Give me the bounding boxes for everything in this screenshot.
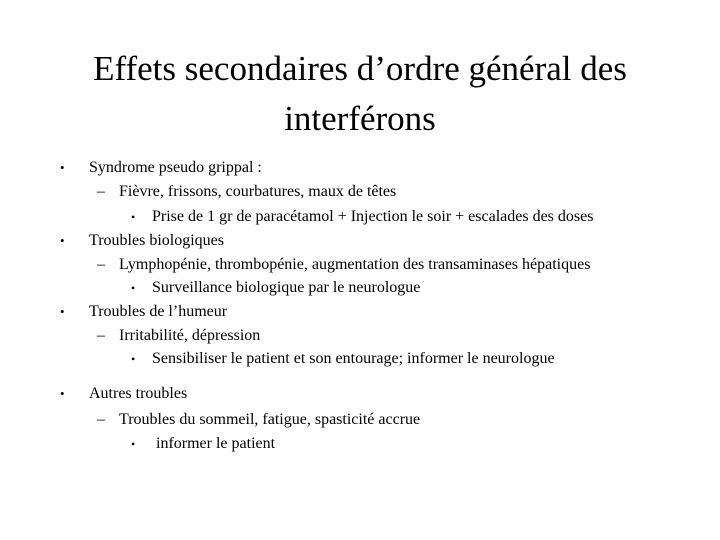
detail-text: informer le patient	[152, 435, 276, 452]
subitem-text: Lymphopénie, thrombopénie, augmentation des transaminases hépatiques	[119, 256, 591, 273]
section-subitem	[97, 182, 396, 202]
subitem-text: Fièvre, frissons, courbatures, maux de têtes	[119, 183, 397, 200]
bullet-icon: •	[60, 304, 65, 319]
detail-text: Prise de 1 gr de paracétamol + Injection le soir + escalades des doses	[152, 208, 594, 225]
bullet-icon: •	[131, 352, 136, 366]
section-detail	[131, 434, 275, 454]
section-heading: Syndrome pseudo grippal :	[89, 159, 262, 176]
bullet-icon: •	[60, 160, 65, 175]
detail-text: Sensibiliser le patient et son entourage; informer le neurologue	[152, 350, 555, 367]
dash-icon: –	[97, 327, 105, 344]
slide-title-line-1: Effets secondaires d’ordre général des	[93, 49, 627, 88]
dash-icon: –	[97, 411, 105, 428]
dash-icon: –	[97, 183, 105, 200]
section-subitem	[97, 326, 260, 346]
subitem-text: Irritabilité, dépression	[119, 327, 261, 344]
subitem-text: Troubles du sommeil, fatigue, spasticité accrue	[119, 411, 421, 428]
dash-icon: –	[97, 256, 105, 273]
bullet-icon: •	[131, 210, 136, 224]
detail-text: Surveillance biologique par le neurologue	[152, 279, 421, 296]
section-subitem	[97, 410, 420, 430]
section-heading: Troubles de l’humeur	[89, 303, 228, 320]
slide-title	[0, 44, 720, 144]
slide-title-line-2: interférons	[284, 99, 436, 138]
section-heading: Autres troubles	[89, 385, 188, 402]
bullet-icon: •	[60, 386, 65, 401]
section-subitem	[97, 255, 590, 275]
bullet-icon: •	[60, 233, 65, 248]
section-heading: Troubles biologiques	[89, 232, 224, 249]
bullet-icon: •	[131, 437, 136, 451]
section-detail	[131, 278, 420, 298]
section-detail	[131, 207, 593, 227]
bullet-icon: •	[131, 281, 136, 295]
section-detail	[131, 349, 555, 369]
